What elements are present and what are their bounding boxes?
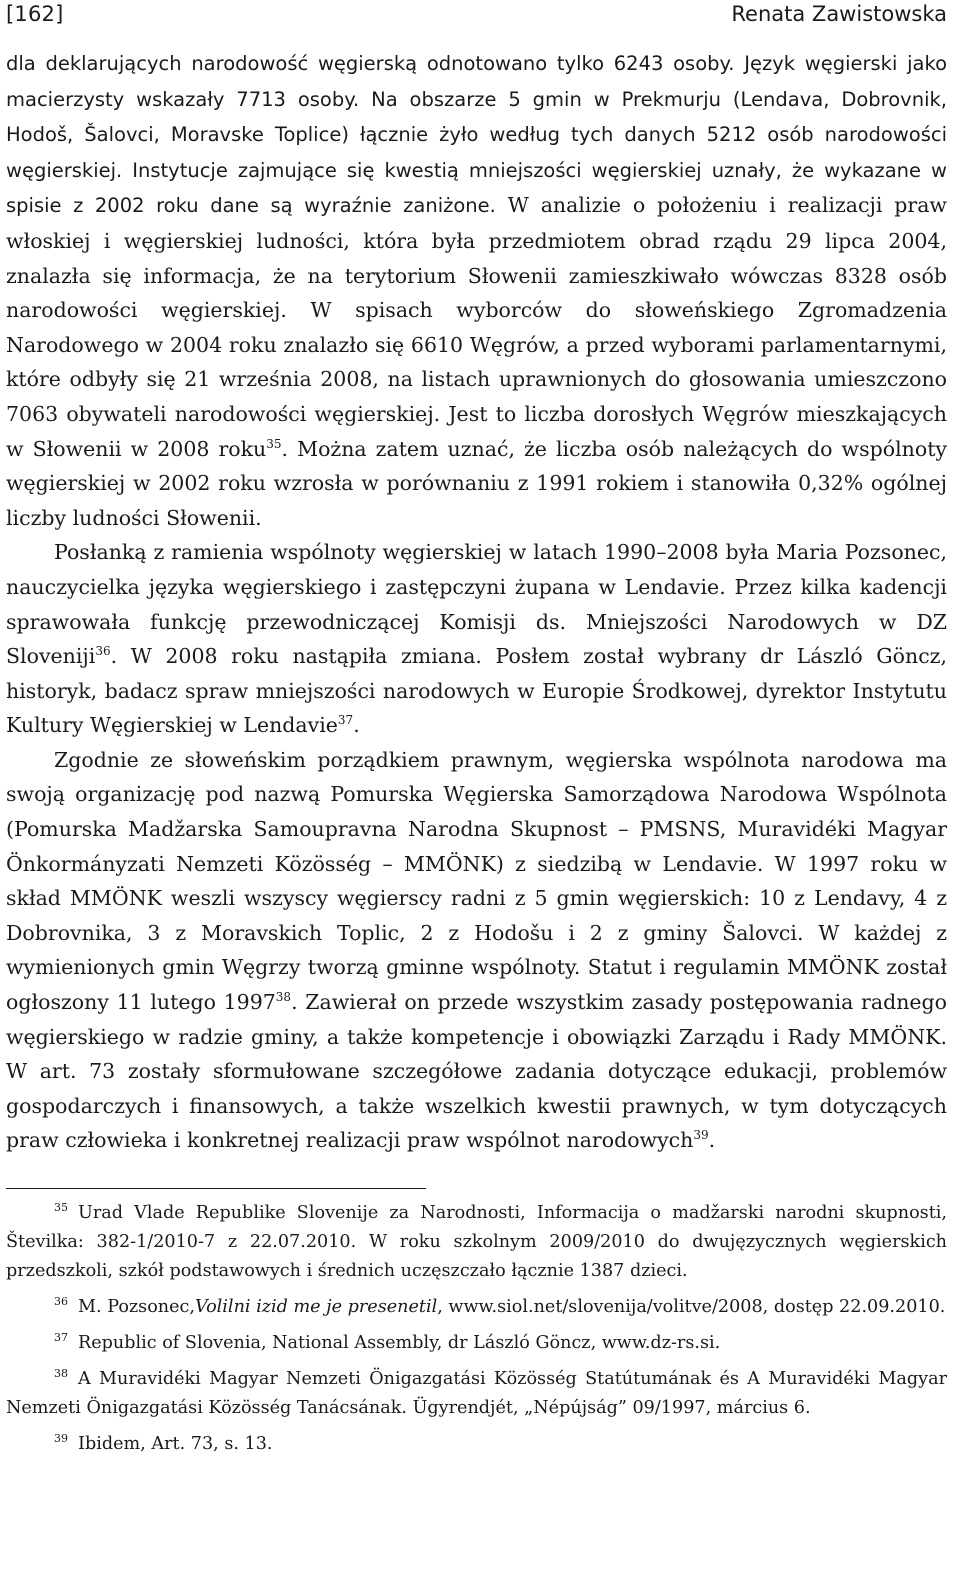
footnote-number: 36 (54, 1295, 68, 1308)
paragraph-1-serif-part: W analizie o położeniu i realizacji praw włoskiej i węgierskiej ludności, która była przedmiotem obrad rządu 29 lipca 2004, znalazła się informacja, że na terytorium Słowenii zamieszkiwało wówczas 8328 osób narodowości węgierskiej. W spisach wyborców do słoweńskiego Zgromadzenia Narodowego w 2004 roku znalazło się 6610 Węgrów, a przed wyborami parlamentarnymi, które odbyły się 21 września 2008, na listach uprawnionych do głosowania umieszczono 7063 obywateli narodowości węgierskiej. Jest to liczba dorosłych Węgrów mieszkających w Słowenii w 2008 roku (6, 193, 947, 461)
footnote-35 (6, 1199, 947, 1286)
main-text (6, 46, 947, 1158)
paragraph-2-part-b: . W 2008 roku nastąpiła zmiana. Posłem został wybrany dr László Göncz, historyk, badacz spraw mniejszości narodowych w Europie Środkowej, dyrektor Instytutu Kultury Węgierskiej w Lendavie (6, 644, 947, 738)
footnote-number: 37 (54, 1331, 68, 1344)
footnote-number: 35 (54, 1201, 68, 1214)
footnote-text: M. Pozsonec, (78, 1297, 195, 1317)
document-page (6, 0, 947, 1466)
footnote-text-cont: , www.siol.net/slovenija/volitve/2008, dostęp 22.09.2010. (437, 1297, 946, 1317)
footnote-separator (6, 1188, 426, 1189)
paragraph-2-part-c: . (353, 713, 360, 738)
footnote-ref-38[interactable]: 38 (275, 990, 292, 1005)
running-header (6, 0, 947, 42)
paragraph-3 (6, 743, 947, 1158)
footnote-italic-title: Volilni izid me je presenetil (195, 1297, 438, 1317)
footnote-number: 39 (54, 1432, 68, 1445)
paragraph-3-part-c: . (708, 1128, 716, 1153)
footnote-text: Urad Vlade Republike Slovenije za Narodnosti, Informacija o madžarski narodni skupnosti, Številka: 382-1/2010-7 z 22.07.2010. W roku szkolnym 2009/2010 do dwujęzycznych węgierskich przedszkoli, szkół podstawowych i średnich uczęszczało łącznie 1387 dzieci. (6, 1203, 947, 1281)
paragraph-1-tail: . Można zatem uznać, że liczba osób należących do wspólnoty węgierskiej w 2002 roku wzrosła w porównaniu z 1991 rokiem i stanowiła 0,32% ogólnej liczby ludności Słowenii. (6, 436, 948, 530)
footnote-38 (6, 1365, 947, 1423)
footnotes (6, 1199, 947, 1459)
paragraph-2 (6, 535, 947, 743)
footnote-ref-36[interactable]: 36 (95, 644, 111, 659)
footnote-text: A Muravidéki Magyar Nemzeti Önigazgatási Közösség Statútumának és A Muravidéki Magyar Nemzeti Önigazgatási Közösség Tanácsának. Ügyrendjét, „Népújság” 09/1997, március 6. (6, 1369, 947, 1418)
footnote-ref-37[interactable]: 37 (337, 713, 354, 728)
footnote-36 (6, 1293, 947, 1322)
footnote-text: Republic of Slovenia, National Assembly, dr László Göncz, www.dz-rs.si. (78, 1333, 721, 1353)
paragraph-1-sans-part: dla deklarujących narodowość węgierską odnotowano tylko 6243 osoby. Język węgierski jako macierzysty wskazały 7713 osoby. Na obszarze 5 gmin w Prekmurju (Lendava, Dobrovnik, Hodoš, Šalovci, Moravske Toplice) łącznie żyło według tych danych 5212 osób narodowości węgierskiej. Instytucje zajmujące się kwestią mniejszości węgierskiej uznały, że wykazane w spisie z 2002 roku dane są wyraźnie zaniżone. (6, 52, 947, 218)
paragraph-1 (6, 46, 947, 535)
footnote-39 (6, 1430, 947, 1459)
footnote-ref-35[interactable]: 35 (266, 436, 282, 451)
footnote-ref-39[interactable]: 39 (693, 1128, 709, 1143)
running-author: Renata Zawistowska (731, 2, 947, 26)
paragraph-3-part-b: . Zawierał on przede wszystkim zasady postępowania radnego węgierskiego w radzie gminy, a także kompetencje i obowiązki Zarządu i Rady MMÖNK. W art. 73 zostały sformułowane szczegółowe zadania dotyczące edukacji, problemów gospodarczych i finansowych, a także wszelkich kwestii prawnych, w tym dotyczących praw człowieka i konkretnej realizacji praw wspólnot narodowych (6, 990, 947, 1153)
paragraph-2-part-a: Posłanką z ramienia wspólnoty węgierskiej w latach 1990–2008 była Maria Pozsonec, nauczycielka języka węgierskiego i zastępczyni żupana w Lendavie. Przez kilka kadencji sprawowała funkcję przewodniczącej Komisji ds. Mniejszości Narodowych w DZ Sloveniji (6, 540, 947, 669)
footnote-number: 38 (54, 1367, 68, 1380)
paragraph-3-part-a: Zgodnie ze słoweńskim porządkiem prawnym, węgierska wspólnota narodowa ma swoją organizację pod nazwą Pomurska Węgierska Samorządowa Narodowa Wspólnota (Pomurska Madžarska Samoupravna Narodna Skupnost – PMSNS, Muravidéki Magyar Önkormányzati Nemzeti Közösség – MMÖNK) z siedzibą w Lendavie. W 1997 roku w skład MMÖNK weszli wszyscy węgierscy radni z 5 gmin węgierskich: 10 z Lendavy, 4 z Dobrovnika, 3 z Moravskich Toplic, 2 z Hodošu i 2 z gminy Šalovci. W każdej z wymienionych gmin Węgrzy tworzą gminne wspólnoty. Statut i regulamin MMÖNK został ogłoszony 11 lutego 1997 (6, 747, 947, 1015)
page-number: [162] (6, 2, 64, 26)
footnote-37 (6, 1329, 947, 1358)
footnote-text: Ibidem, Art. 73, s. 13. (78, 1434, 273, 1454)
